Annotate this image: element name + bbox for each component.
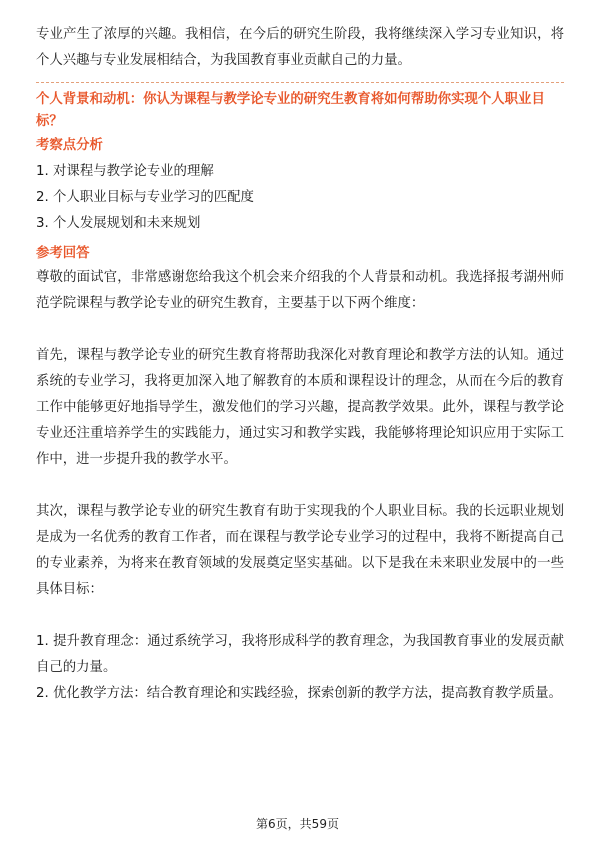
analysis-item: 3. 个人发展规划和未来规划 bbox=[36, 216, 201, 231]
analysis-heading: 考察点分析 bbox=[36, 138, 103, 153]
answer-paragraph-greeting: 尊敬的面试官，非常感谢您给我这个机会来介绍我的个人背景和动机。我选择报考湖州师范学院课程与教学论专业的研究生教育，主要基于以下两个维度： bbox=[36, 270, 564, 311]
paragraph-gap bbox=[36, 473, 564, 499]
paragraph-gap bbox=[36, 317, 564, 343]
paragraph-gap bbox=[36, 603, 564, 629]
page-content bbox=[36, 22, 564, 707]
analysis-item: 1. 对课程与教学论专业的理解 bbox=[36, 164, 214, 179]
section-divider bbox=[36, 82, 564, 83]
answer-heading: 参考回答 bbox=[36, 246, 90, 261]
intro-paragraph: 专业产生了浓厚的兴趣。我相信，在今后的研究生阶段，我将继续深入学习专业知识，将个人兴趣与专业发展相结合，为我国教育事业贡献自己的力量。 bbox=[36, 27, 564, 68]
goal-item: 1. 提升教育理念：通过系统学习，我将形成科学的教育理念，为我国教育事业的发展贡献自己的力量。 bbox=[36, 634, 564, 675]
page-number: 第6页，共59页 bbox=[256, 817, 339, 831]
goal-item: 2. 优化教学方法：结合教育理论和实践经验，探索创新的教学方法，提高教育教学质量。 bbox=[36, 686, 562, 701]
analysis-item: 2. 个人职业目标与专业学习的匹配度 bbox=[36, 190, 254, 205]
question-heading: 个人背景和动机：你认为课程与教学论专业的研究生教育将如何帮助你实现个人职业目标？ bbox=[36, 92, 545, 129]
answer-paragraph-first: 首先，课程与教学论专业的研究生教育将帮助我深化对教育理论和教学方法的认知。通过系统的专业学习，我将更加深入地了解教育的本质和课程设计的理念，从而在今后的教育工作中能够更好地指导学生，激发他们的学习兴趣，提高教学效果。此外，课程与教学论专业还注重培养学生的实践能力，通过实习和教学实践，我能够将理论知识应用于实际工作中，进一步提升我的教学水平。 bbox=[36, 348, 564, 467]
answer-paragraph-second: 其次，课程与教学论专业的研究生教育有助于实现我的个人职业目标。我的长远职业规划是成为一名优秀的教育工作者，而在课程与教学论专业学习的过程中，我将不断提高自己的专业素养，为将来在教育领域的发展奠定坚实基础。以下是我在未来职业发展中的一些具体目标： bbox=[36, 504, 564, 597]
